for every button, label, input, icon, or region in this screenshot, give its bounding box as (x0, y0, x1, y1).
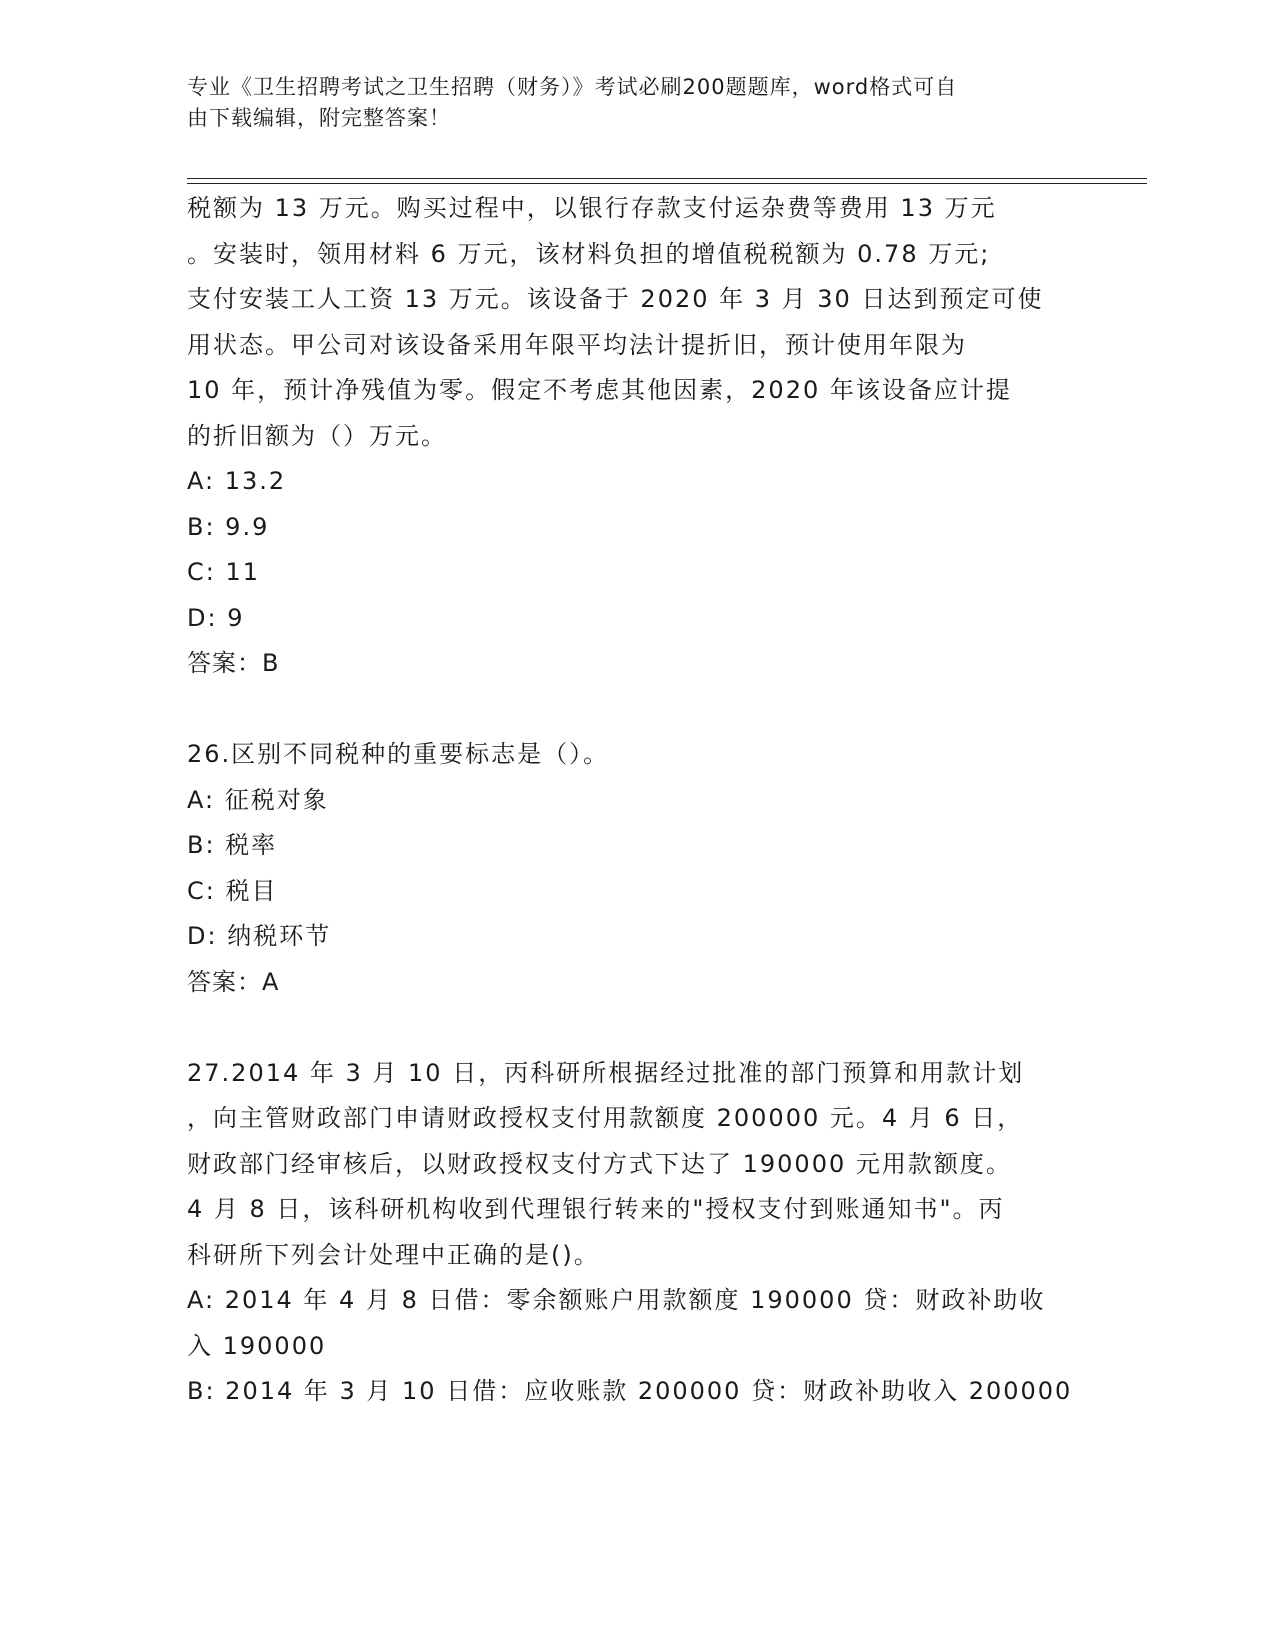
question-stem-line: 。安装时，领用材料 6 万元，该材料负担的增值税税额为 0.78 万元; (187, 239, 991, 268)
question-content (187, 186, 1077, 1415)
question-25 (187, 186, 1077, 687)
option-c: C: 税目 (187, 876, 278, 905)
question-stem-line: 税额为 13 万元。购买过程中，以银行存款支付运杂费等费用 13 万元 (187, 194, 997, 222)
question-stem-line: 用状态。甲公司对该设备采用年限平均法计提折旧，预计使用年限为 (187, 330, 967, 359)
option-a: A: 2014 年 4 月 8 日借：零余额账户用款额度 190000 贷：财政补助收 (187, 1286, 1046, 1314)
question-stem-line: 财政部门经审核后，以财政授权支付方式下达了 190000 元用款额度。 (187, 1149, 1012, 1178)
option-a: A: 13.2 (187, 467, 287, 495)
question-stem-line: 科研所下列会计处理中正确的是()。 (187, 1240, 600, 1269)
question-stem-line: 10 年，预计净残值为零。假定不考虑其他因素，2020 年该设备应计提 (187, 376, 1012, 404)
question-stem-line: 支付安装工人工资 13 万元。该设备于 2020 年 3 月 30 日达到预定可使 (187, 285, 1044, 313)
question-stem-line: 26.区别不同税种的重要标志是（）。 (187, 740, 610, 768)
question-stem-line: 的折旧额为（）万元。 (187, 421, 447, 450)
question-spacer (187, 1005, 1077, 1051)
question-stem-line: 4 月 8 日，该科研机构收到代理银行转来的"授权支付到账通知书"。丙 (187, 1195, 1005, 1223)
question-stem-line: 27.2014 年 3 月 10 日，丙科研所根据经过批准的部门预算和用款计划 (187, 1058, 1025, 1087)
question-spacer (187, 687, 1077, 733)
question-stem-line: ，向主管财政部门申请财政授权支付用款额度 200000 元。4 月 6 日， (187, 1104, 1024, 1132)
option-b: B: 2014 年 3 月 10 日借：应收账款 200000 贷：财政补助收入 200000 (187, 1377, 1073, 1405)
option-d: D: 纳税环节 (187, 922, 332, 950)
header-divider-top (187, 178, 1147, 179)
option-c: C: 11 (187, 558, 261, 586)
header-divider-bottom (187, 183, 1147, 184)
question-26 (187, 732, 1077, 1005)
document-header (187, 72, 1067, 134)
answer-label: 答案：A (187, 967, 280, 996)
option-a-continued: 入 190000 (187, 1331, 327, 1360)
option-a: A: 征税对象 (187, 785, 329, 814)
option-d: D: 9 (187, 603, 245, 632)
answer-label: 答案：B (187, 649, 280, 677)
question-27 (187, 1051, 1077, 1415)
option-b: B: 税率 (187, 831, 278, 859)
header-line-2: 由下载编辑，附完整答案！ (187, 106, 451, 130)
option-b: B: 9.9 (187, 512, 270, 541)
header-line-1: 专业《卫生招聘考试之卫生招聘（财务）》考试必刷200题题库，word格式可自 (187, 75, 958, 99)
